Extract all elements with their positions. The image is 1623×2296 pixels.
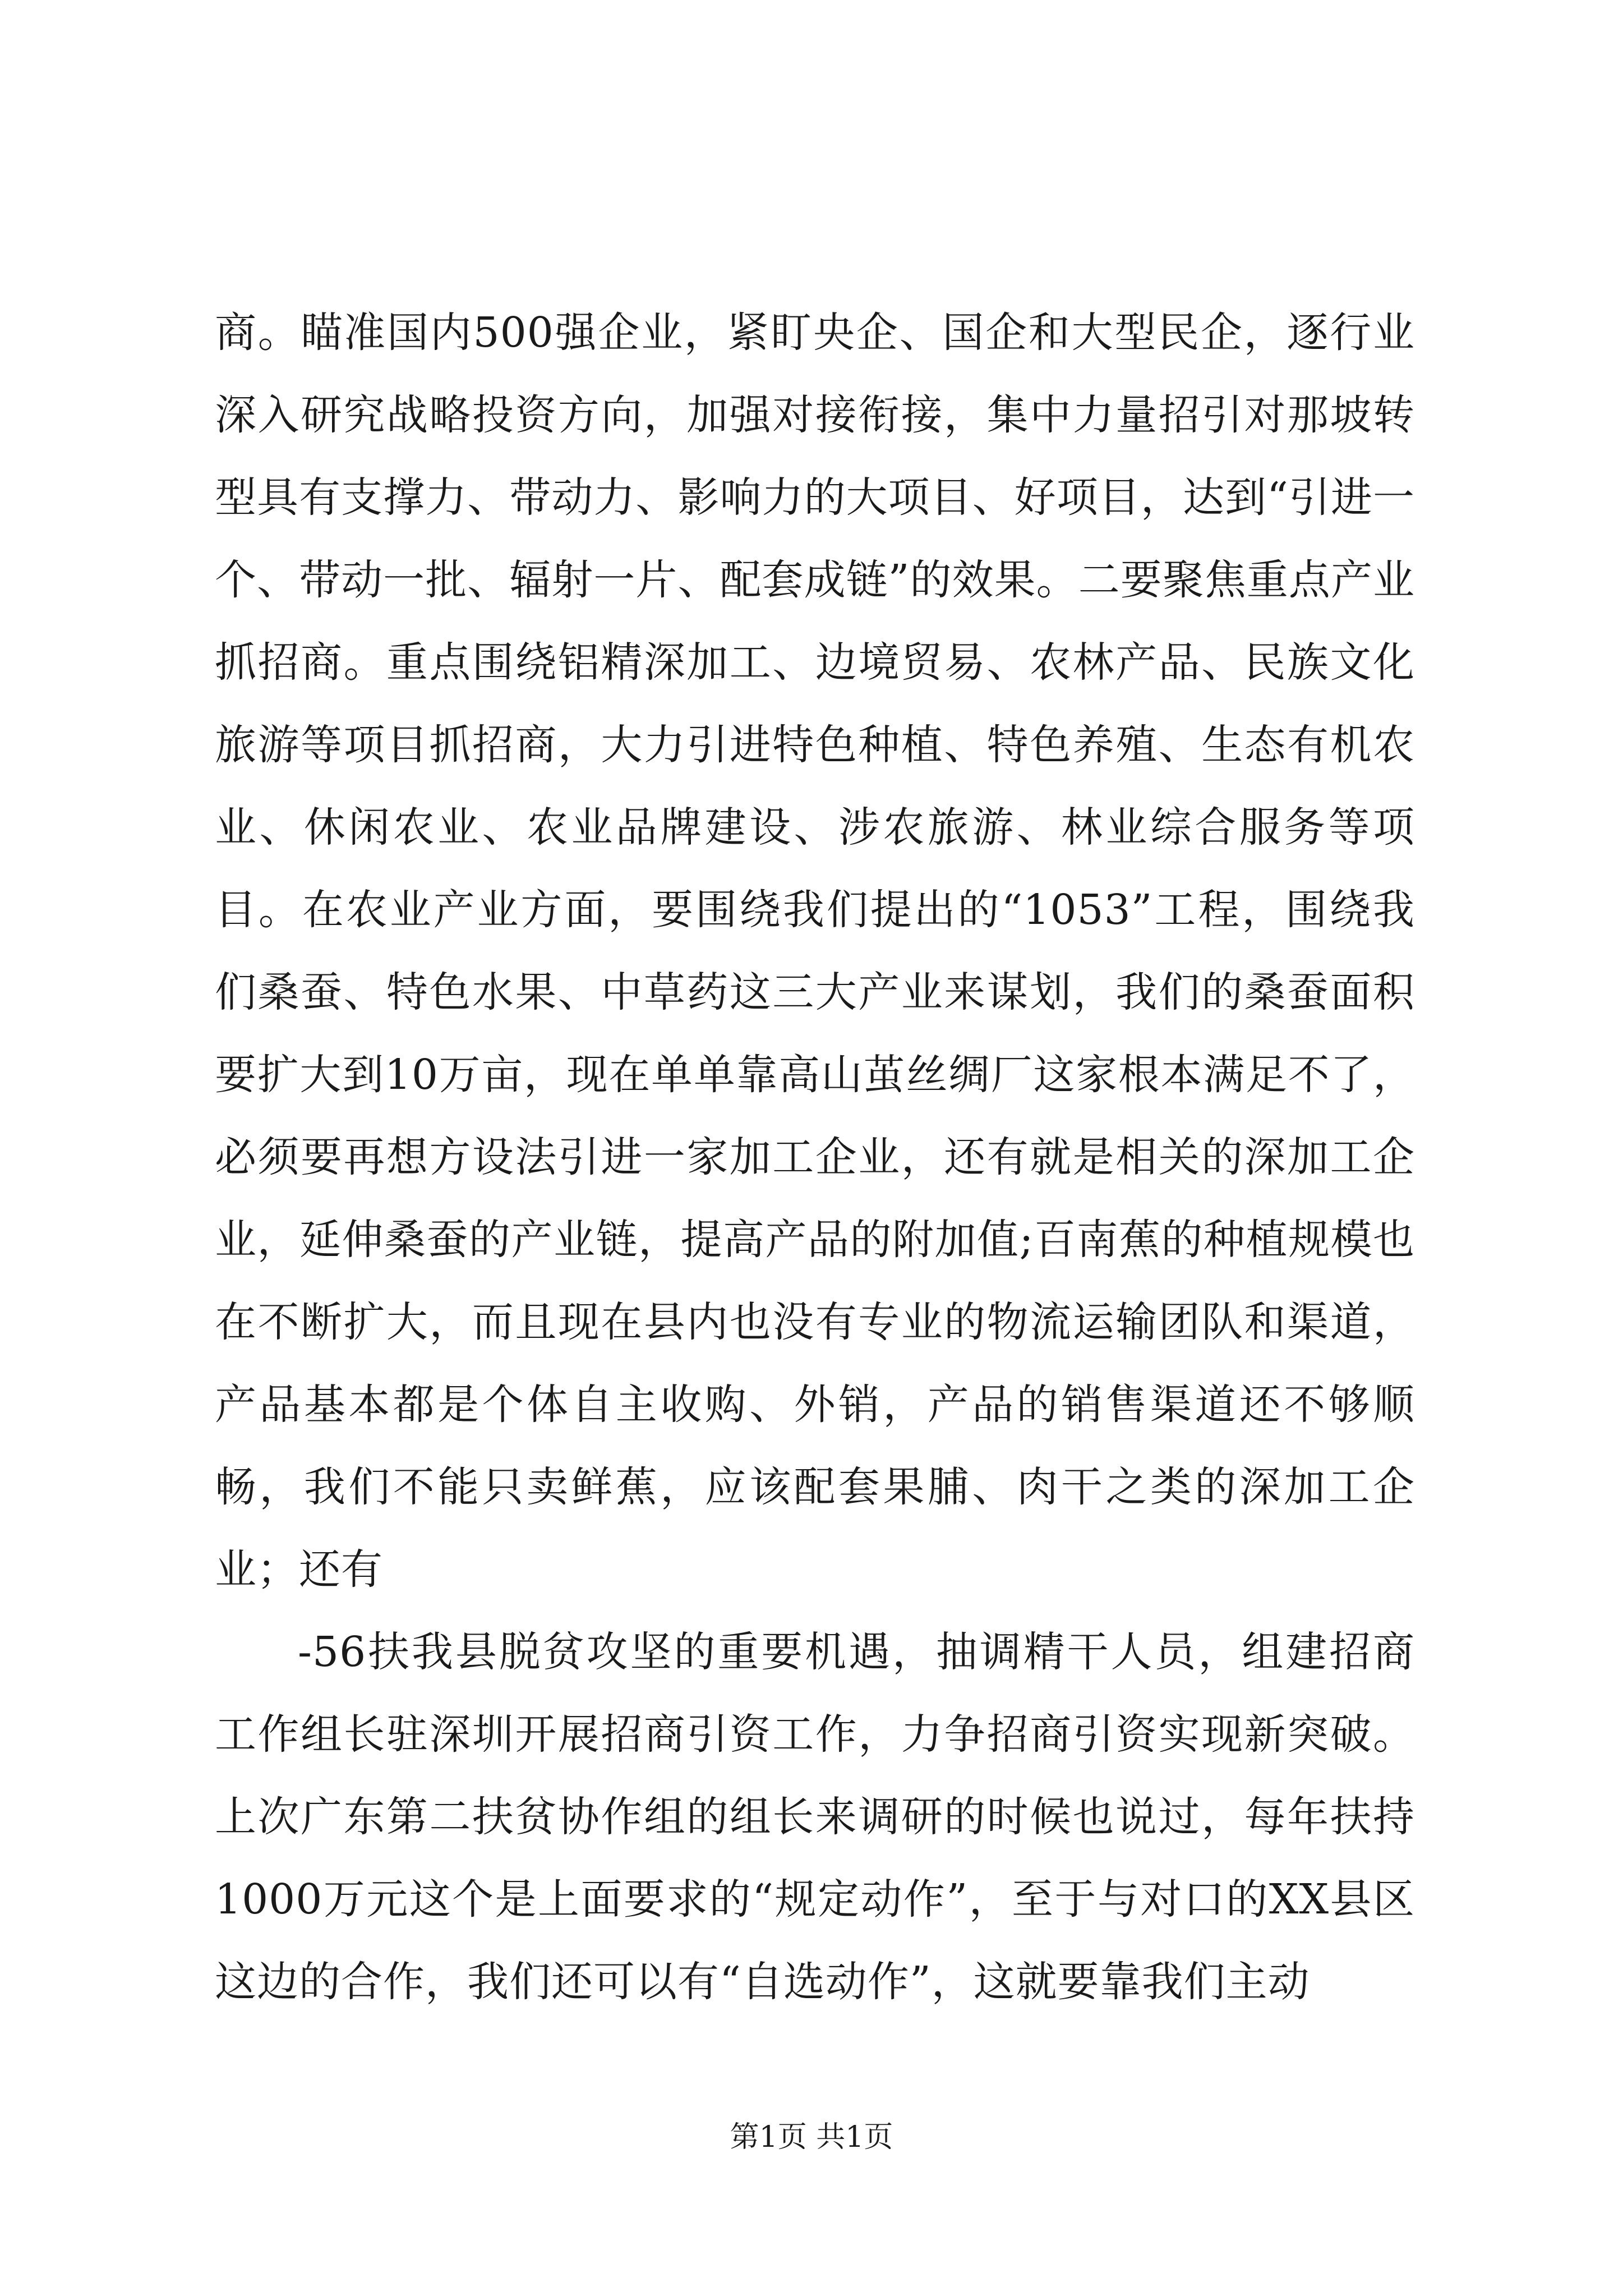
paragraph-2: -56扶我县脱贫攻坚的重要机遇，抽调精干人员，组建招商工作组长驻深圳开展招商引资工作，力争招商引资实现新突破。上次广东第二扶贫协作组的组长来调研的时候也说过，每年扶持1000万元这个是上面要求的“规定动作”，至于与对口的XX县区这边的合作，我们还可以有“自选动作”，这就要靠我们主动	[215, 1628, 1415, 2006]
page-footer: 第1页 共1页	[730, 2120, 893, 2154]
paragraph-1: 商。瞄准国内500强企业，紧盯央企、国企和大型民企，逐行业深入研究战略投资方向，加强对接衔接，集中力量招引对那坡转型具有支撑力、带动力、影响力的大项目、好项目，达到“引进一个、带动一批、辐射一片、配套成链”的效果。二要聚焦重点产业抓招商。重点围绕铝精深加工、边境贸易、农林产品、民族文化旅游等项目抓招商，大力引进特色种植、特色养殖、生态有机农业、休闲农业、农业品牌建设、涉农旅游、林业综合服务等项目。在农业产业方面，要围绕我们提出的“1053”工程，围绕我们桑蚕、特色水果、中草药这三大产业来谋划，我们的桑蚕面积要扩大到10万亩，现在单单靠高山茧丝绸厂这家根本满足不了，必须要再想方设法引进一家加工企业，还有就是相关的深加工企业，延伸桑蚕的产业链，提高产品的附加值;百南蕉的种植规模也在不断扩大，而且现在县内也没有专业的物流运输团队和渠道，产品基本都是个体自主收购、外销，产品的销售渠道还不够顺畅，我们不能只卖鲜蕉，应该配套果脯、肉干之类的深加工企业；还有	[215, 309, 1415, 1594]
document-body	[215, 292, 1415, 2023]
